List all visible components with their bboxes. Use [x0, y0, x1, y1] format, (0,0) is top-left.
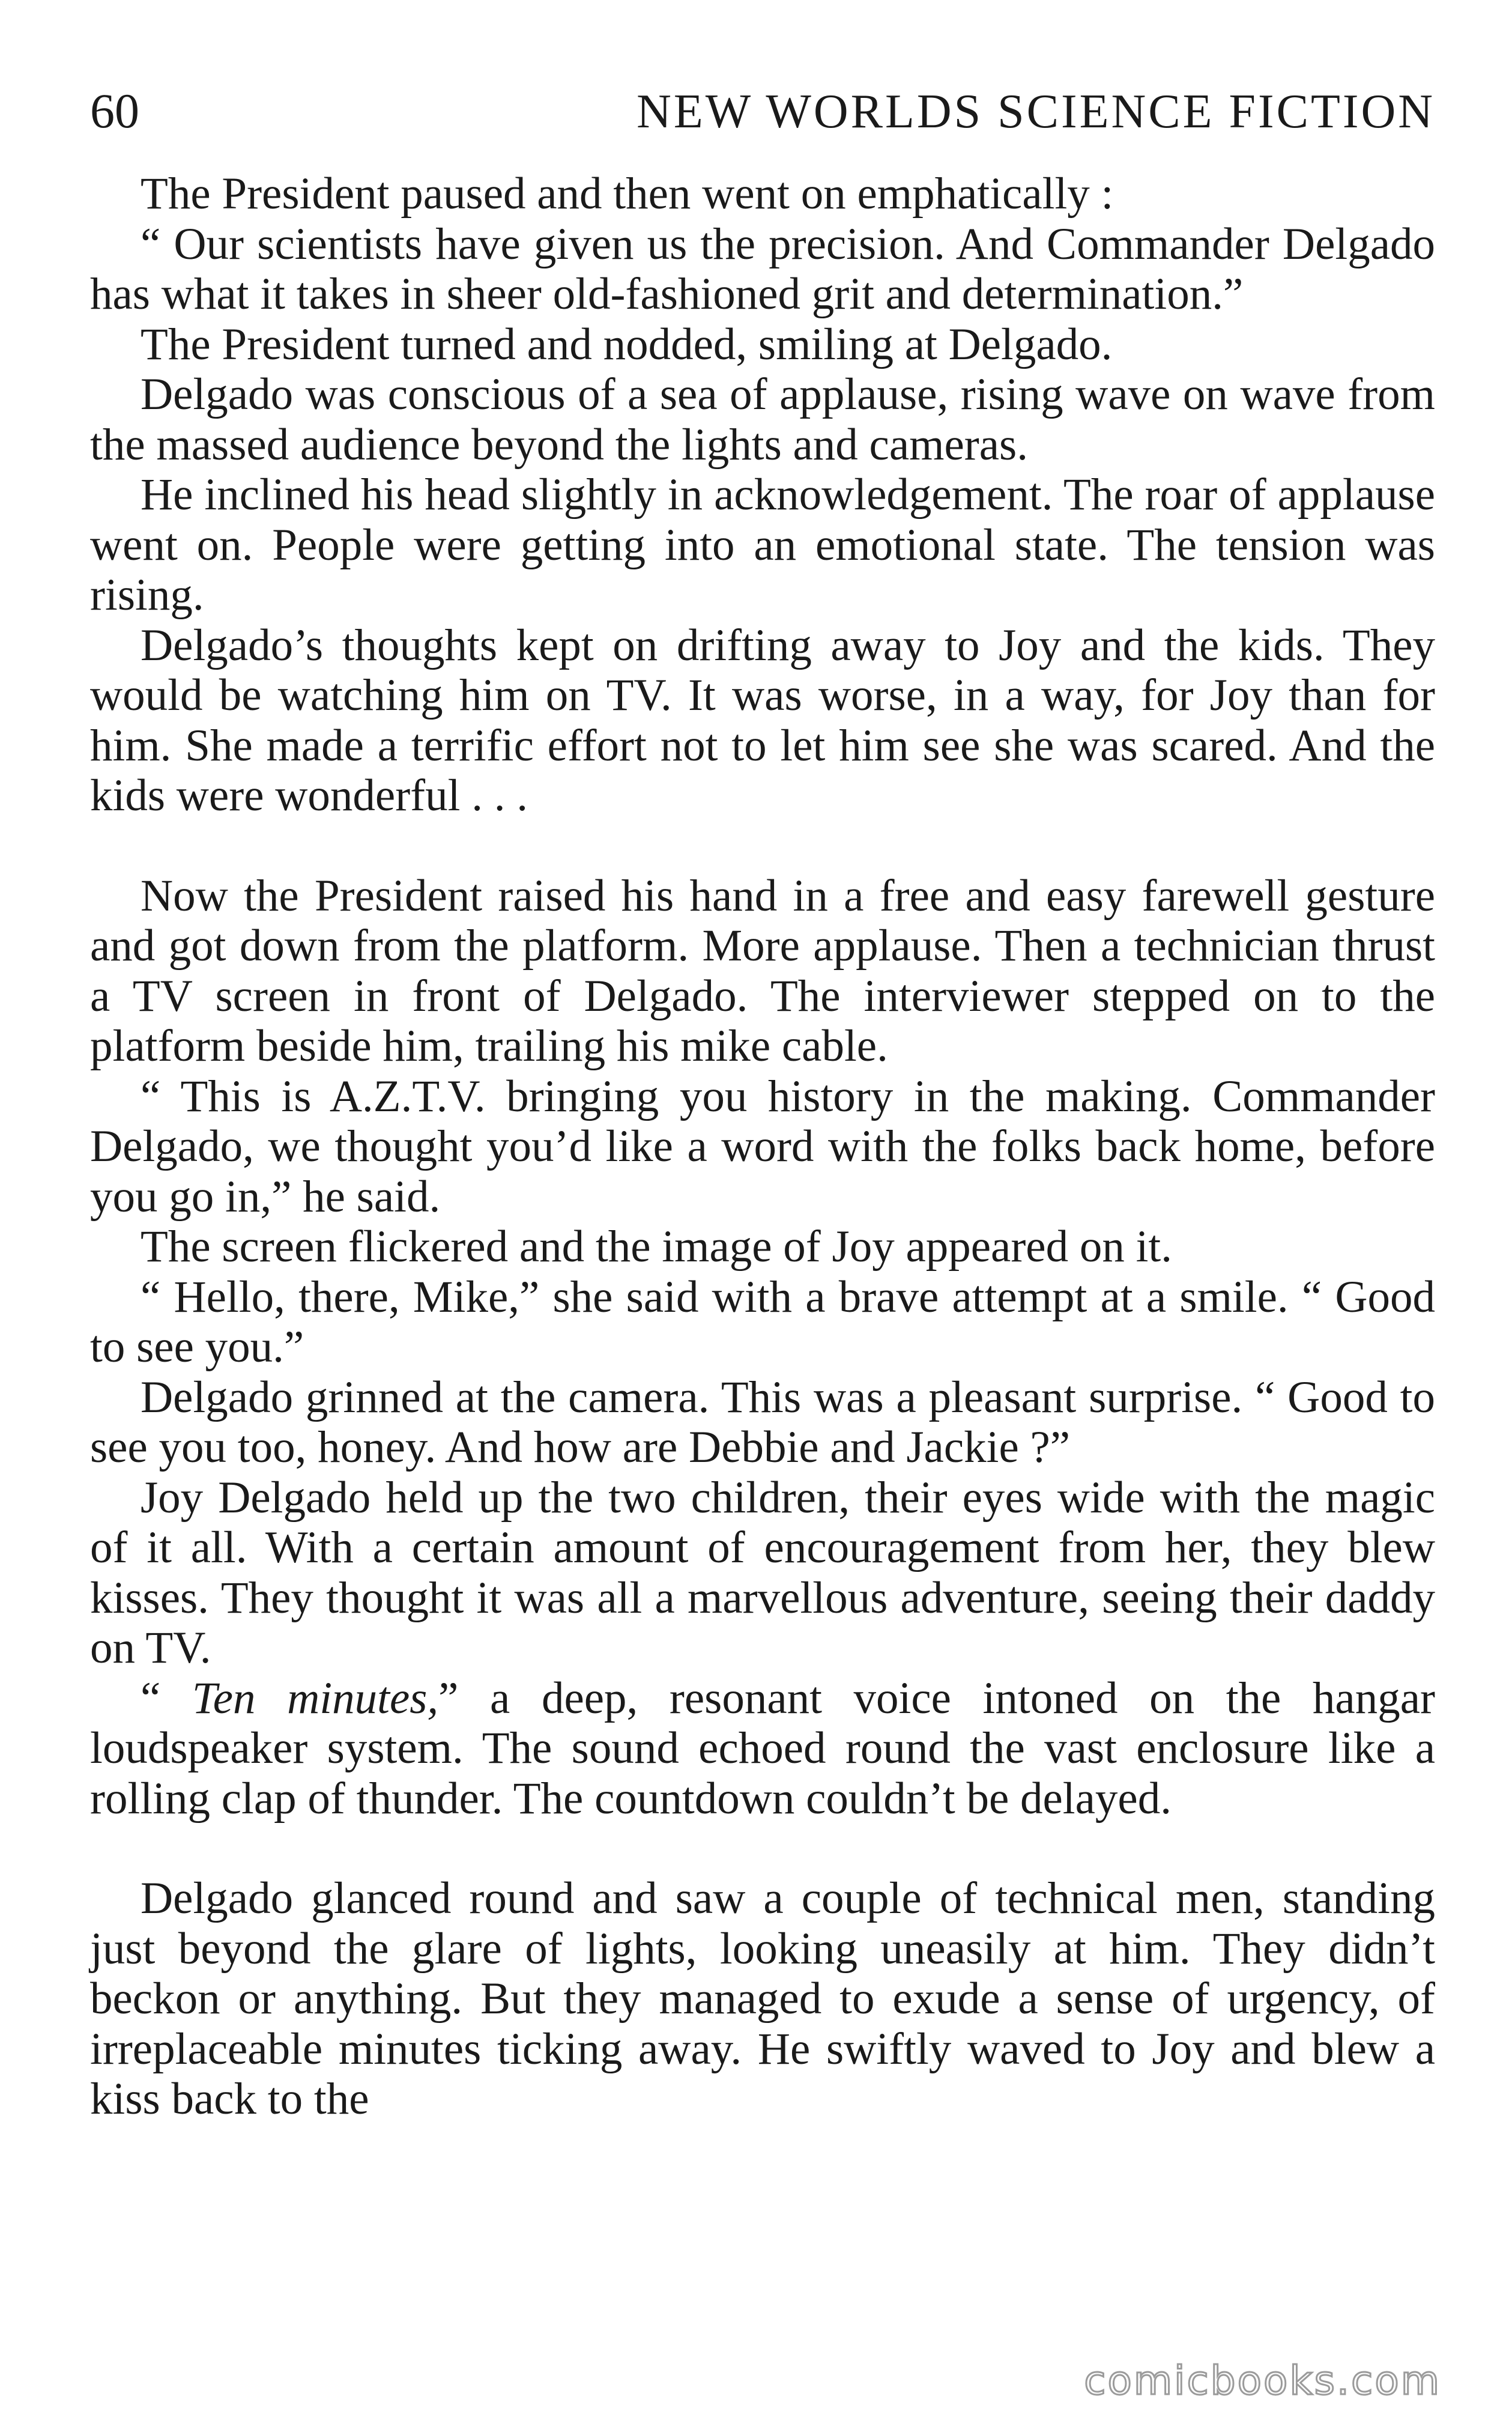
paragraph: The President turned and nodded, smiling at Delgado. [141, 319, 1113, 369]
paragraph: “ Hello, there, Mike,” she said with a brave attempt at a smile. “ Good to see you.” [90, 1272, 1435, 1372]
paragraph: Delgado’s thoughts kept on drifting away to Joy and the kids. They would be watching him on TV. It was worse, in a way, for Joy than for him. She made a terrific effort not to let him see she was scared. And the kids were wonderful . . . [90, 620, 1435, 820]
paragraph: “ This is A.Z.T.V. bringing you history in the making. Commander Delgado, we thought you’d like a word with the folks back home, before you go in,” he said. [90, 1071, 1435, 1222]
open-quote: “ [141, 1673, 192, 1723]
paragraph: Delgado glanced round and saw a couple of technical men, standing just beyond the glare of lights, looking uneasily at him. They didn’t beckon or anything. But they managed to exude a sense of urgency, of irreplaceable minutes ticking away. He swiftly waved to Joy and blew a kiss back to the [90, 1873, 1435, 2124]
italic-phrase: Ten minutes, [192, 1673, 439, 1723]
paragraph: He inclined his head slightly in acknowledgement. The roar of applause went on. People were getting into an emotional state. The tension was rising. [90, 470, 1435, 620]
paragraph: Now the President raised his hand in a free and easy farewell gesture and got down from the platform. More applause. Then a technician thrust a TV screen in front of Delgado. The interviewer stepped on to the platform beside him, trailing his mike cable. [90, 870, 1435, 1071]
section-break [90, 1824, 1435, 1873]
page-header [90, 78, 1435, 145]
paragraph: Delgado grinned at the camera. This was a pleasant surprise. “ Good to see you too, honey. And how are Debbie and Jackie ?” [90, 1372, 1435, 1472]
body-text [90, 169, 1435, 2124]
paragraph: “ Our scientists have given us the precision. And Commander Delgado has what it takes in sheer old-fashioned grit and determination.” [90, 219, 1435, 319]
paragraph-rest: ” a deep, resonant voice intoned on the hangar loudspeaker system. The sound echoed round the vast enclosure like a rolling clap of thunder. The countdown couldn’t be delayed. [90, 1673, 1435, 1824]
watermark: comicbooks.com [1084, 2358, 1441, 2404]
paragraph: Joy Delgado held up the two children, their eyes wide with the magic of it all. With a certain amount of encouragement from her, they blew kisses. They thought it was all a marvellous adventure, seeing their daddy on TV. [90, 1472, 1435, 1673]
paragraph: Delgado was conscious of a sea of applause, rising wave on wave from the massed audience beyond the lights and cameras. [90, 369, 1435, 470]
page-number: 60 [90, 83, 139, 138]
section-break [90, 821, 1435, 871]
book-page [90, 78, 1435, 2349]
paragraph-ten-minutes [90, 1673, 1435, 1824]
paragraph: The screen flickered and the image of Joy appeared on it. [141, 1222, 1173, 1272]
paragraph: The President paused and then went on emphatically : [141, 169, 1114, 219]
running-title: NEW WORLDS SCIENCE FICTION [637, 85, 1435, 138]
